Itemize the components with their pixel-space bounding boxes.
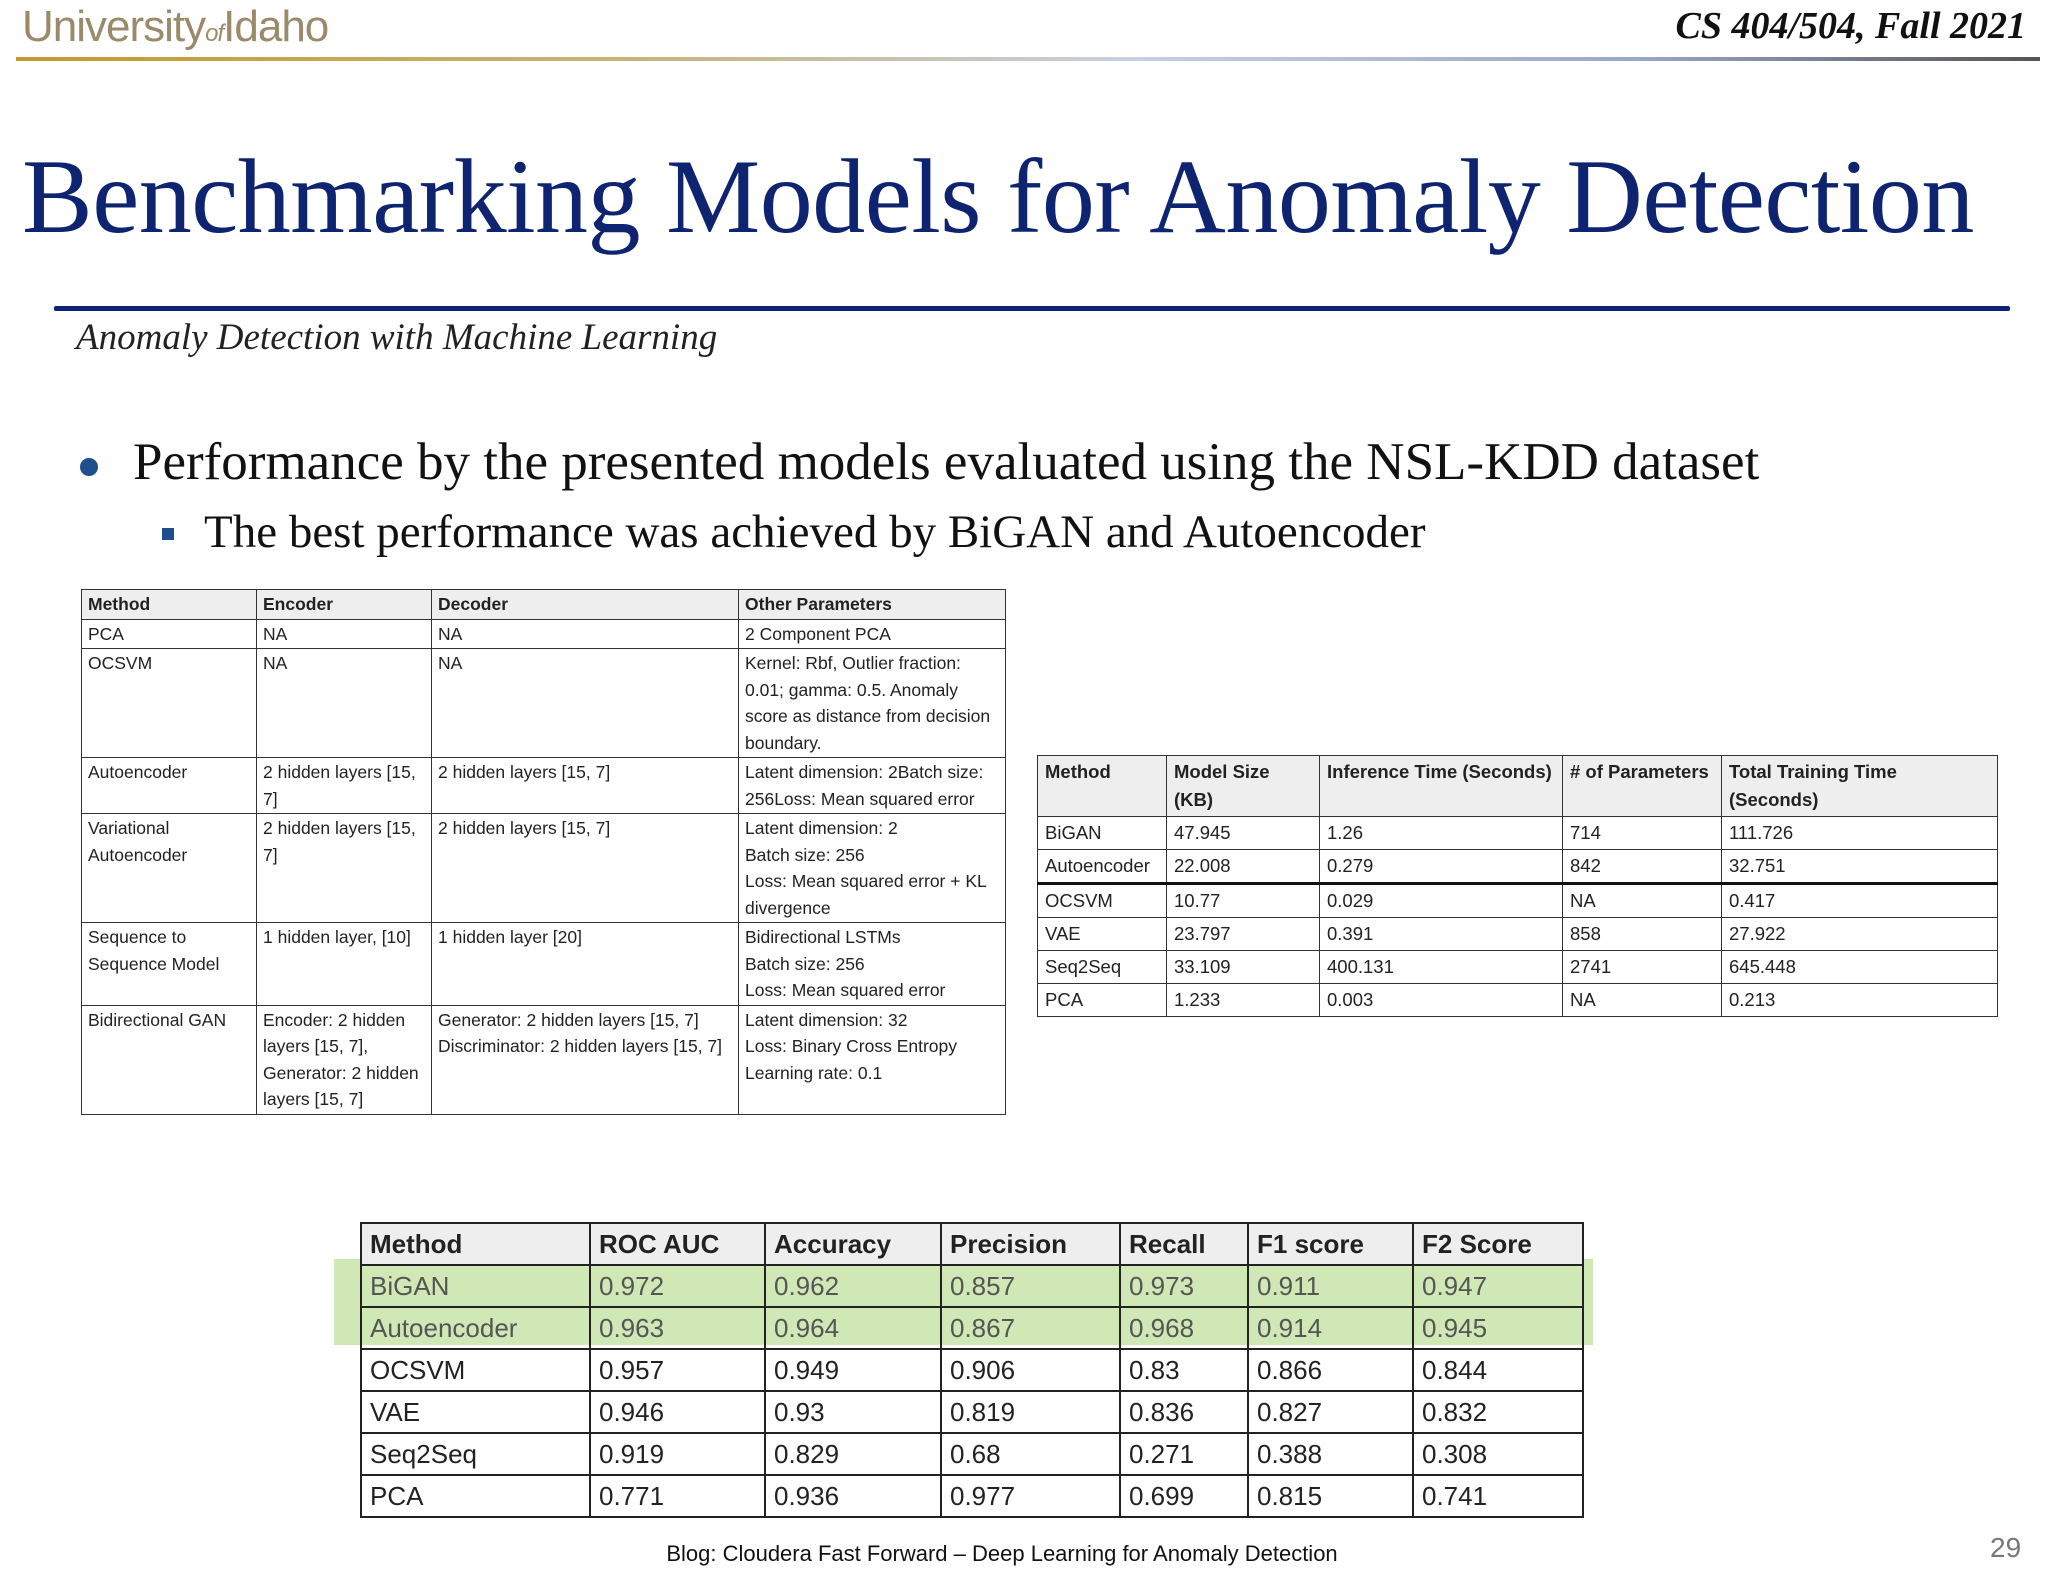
table-cell: 0.947 [1413, 1265, 1583, 1307]
method-cell: VAE [1038, 918, 1167, 951]
table-cell: 0.741 [1413, 1475, 1583, 1517]
method-cell: BiGAN [1038, 817, 1167, 850]
column-header: Inference Time (Seconds) [1320, 756, 1563, 817]
table-cell: 0.213 [1722, 984, 1998, 1017]
table-cell: 714 [1563, 817, 1722, 850]
table-cell: 27.922 [1722, 918, 1998, 951]
table-cell: 0.914 [1248, 1307, 1413, 1349]
table-cell: Generator: 2 hidden layers [15, 7] Discriminator: 2 hidden layers [15, 7] [432, 1005, 739, 1114]
table-cell: 33.109 [1167, 951, 1320, 984]
table-cell: 0.964 [765, 1307, 941, 1349]
model-parameters-table [81, 589, 1006, 1115]
column-header: Precision [941, 1223, 1120, 1265]
title-divider [54, 306, 2010, 311]
table-cell: 0.977 [941, 1475, 1120, 1517]
table-cell: NA [432, 619, 739, 649]
bullet-dot-icon [80, 458, 98, 476]
sub-bullet-point: The best performance was achieved by BiGAN and Autoencoder [204, 506, 1426, 558]
column-header: ROC AUC [590, 1223, 765, 1265]
sub-bullet-square-icon [162, 528, 174, 540]
method-cell: OCSVM [1038, 884, 1167, 918]
table-cell: 47.945 [1167, 817, 1320, 850]
logo-text-of: of [205, 20, 224, 47]
course-label: CS 404/504, Fall 2021 [1675, 5, 2026, 47]
table-cell: 2 hidden layers [15, 7] [432, 814, 739, 923]
table-cell: 0.949 [765, 1349, 941, 1391]
table-row [82, 649, 1006, 758]
bullet-point: Performance by the presented models evaluated using the NSL-KDD dataset [133, 433, 1760, 491]
table-cell: 0.391 [1320, 918, 1563, 951]
table-cell: 0.417 [1722, 884, 1998, 918]
table-cell: 0.968 [1120, 1307, 1248, 1349]
table-cell: 0.911 [1248, 1265, 1413, 1307]
column-header: Method [1038, 756, 1167, 817]
column-header: Recall [1120, 1223, 1248, 1265]
table-cell: 400.131 [1320, 951, 1563, 984]
model-cost-table [1037, 755, 1998, 1017]
slide-subtitle: Anomaly Detection with Machine Learning [76, 317, 718, 358]
method-cell: Sequence to Sequence Model [82, 923, 257, 1006]
table-row [82, 758, 1006, 814]
table-cell: 0.003 [1320, 984, 1563, 1017]
column-header: Decoder [432, 590, 739, 620]
table-cell: 0.699 [1120, 1475, 1248, 1517]
table-row [361, 1475, 1583, 1517]
table-cell: 2 hidden layers [15, 7] [432, 758, 739, 814]
table-cell: 0.867 [941, 1307, 1120, 1349]
table-cell: 0.93 [765, 1391, 941, 1433]
page-number: 29 [1990, 1532, 2022, 1563]
column-header: F2 Score [1413, 1223, 1583, 1265]
table-cell: 1.26 [1320, 817, 1563, 850]
table-cell: 645.448 [1722, 951, 1998, 984]
method-cell: Autoencoder [361, 1307, 590, 1349]
table-cell: Latent dimension: 2Batch size: 256Loss: Mean squared error [739, 758, 1006, 814]
table-row [361, 1307, 1583, 1349]
table-cell: 10.77 [1167, 884, 1320, 918]
table-cell: 1 hidden layer, [10] [257, 923, 432, 1006]
column-header: Method [82, 590, 257, 620]
table-cell: 0.388 [1248, 1433, 1413, 1475]
method-cell: Variational Autoencoder [82, 814, 257, 923]
table-row [1038, 951, 1998, 984]
table-cell: Latent dimension: 32 Loss: Binary Cross Entropy Learning rate: 0.1 [739, 1005, 1006, 1114]
table-cell: 0.973 [1120, 1265, 1248, 1307]
table-cell: 22.008 [1167, 850, 1320, 884]
table-row [361, 1391, 1583, 1433]
table-cell: 2 Component PCA [739, 619, 1006, 649]
column-header: Method [361, 1223, 590, 1265]
table-row [1038, 918, 1998, 951]
table-cell: 0.963 [590, 1307, 765, 1349]
university-logo [22, 2, 328, 52]
table-cell: 0.829 [765, 1433, 941, 1475]
table-cell: NA [257, 649, 432, 758]
table-cell: NA [1563, 984, 1722, 1017]
source-citation: Blog: Cloudera Fast Forward – Deep Learning for Anomaly Detection [666, 1541, 1338, 1566]
table-row [1038, 850, 1998, 884]
table-cell: 0.957 [590, 1349, 765, 1391]
method-cell: Seq2Seq [1038, 951, 1167, 984]
table-row [1038, 817, 1998, 850]
table-cell: 0.945 [1413, 1307, 1583, 1349]
table-row [361, 1265, 1583, 1307]
table-cell: 2 hidden layers [15, 7] [257, 814, 432, 923]
table-cell: NA [257, 619, 432, 649]
table-cell: 858 [1563, 918, 1722, 951]
table-cell: Latent dimension: 2 Batch size: 256 Loss: Mean squared error + KL divergence [739, 814, 1006, 923]
table-cell: Kernel: Rbf, Outlier fraction: 0.01; gamma: 0.5. Anomaly score as distance from decision boundary. [739, 649, 1006, 758]
table-cell: 0.972 [590, 1265, 765, 1307]
table-cell: NA [1563, 884, 1722, 918]
table-cell: 0.844 [1413, 1349, 1583, 1391]
method-cell: Autoencoder [82, 758, 257, 814]
table-row [82, 1005, 1006, 1114]
table-cell: 0.919 [590, 1433, 765, 1475]
method-cell: PCA [361, 1475, 590, 1517]
table-cell: 23.797 [1167, 918, 1320, 951]
table-cell: 0.857 [941, 1265, 1120, 1307]
table-cell: 0.906 [941, 1349, 1120, 1391]
table-row [82, 923, 1006, 1006]
column-header: Total Training Time (Seconds) [1722, 756, 1998, 817]
table-cell: Encoder: 2 hidden layers [15, 7], Generator: 2 hidden layers [15, 7] [257, 1005, 432, 1114]
method-cell: VAE [361, 1391, 590, 1433]
table-cell: 0.279 [1320, 850, 1563, 884]
table-cell: 0.308 [1413, 1433, 1583, 1475]
table-cell: 0.836 [1120, 1391, 1248, 1433]
column-header: Accuracy [765, 1223, 941, 1265]
table-cell: NA [432, 649, 739, 758]
method-cell: Bidirectional GAN [82, 1005, 257, 1114]
method-cell: PCA [1038, 984, 1167, 1017]
table-cell: 0.827 [1248, 1391, 1413, 1433]
table-row [361, 1349, 1583, 1391]
table-header-row [82, 590, 1006, 620]
table-cell: 0.83 [1120, 1349, 1248, 1391]
table-header-row [1038, 756, 1998, 817]
table-cell: 0.029 [1320, 884, 1563, 918]
table-cell: 842 [1563, 850, 1722, 884]
table-cell: 2741 [1563, 951, 1722, 984]
performance-metrics-table [360, 1222, 1584, 1518]
method-cell: BiGAN [361, 1265, 590, 1307]
header-divider [16, 57, 2040, 61]
column-header: Other Parameters [739, 590, 1006, 620]
table-cell: 1.233 [1167, 984, 1320, 1017]
table-row [82, 814, 1006, 923]
table-header-row [361, 1223, 1583, 1265]
table-cell: 0.962 [765, 1265, 941, 1307]
method-cell: PCA [82, 619, 257, 649]
logo-text-university: University [22, 2, 206, 51]
table-cell: 32.751 [1722, 850, 1998, 884]
method-cell: OCSVM [361, 1349, 590, 1391]
slide-title: Benchmarking Models for Anomaly Detection [22, 138, 1974, 255]
table-cell: 1 hidden layer [20] [432, 923, 739, 1006]
method-cell: OCSVM [82, 649, 257, 758]
table-cell: 0.68 [941, 1433, 1120, 1475]
table-cell: 0.819 [941, 1391, 1120, 1433]
table-cell: 0.946 [590, 1391, 765, 1433]
logo-text-idaho: Idaho [223, 2, 329, 51]
table-cell: 0.271 [1120, 1433, 1248, 1475]
table-row [1038, 984, 1998, 1017]
column-header: F1 score [1248, 1223, 1413, 1265]
table-cell: 0.936 [765, 1475, 941, 1517]
method-cell: Seq2Seq [361, 1433, 590, 1475]
table-cell: 0.866 [1248, 1349, 1413, 1391]
table-cell: 0.832 [1413, 1391, 1583, 1433]
column-header: Model Size (KB) [1167, 756, 1320, 817]
table-cell: 0.815 [1248, 1475, 1413, 1517]
column-header: # of Parameters [1563, 756, 1722, 817]
column-header: Encoder [257, 590, 432, 620]
table-cell: 111.726 [1722, 817, 1998, 850]
table-row [82, 619, 1006, 649]
method-cell: Autoencoder [1038, 850, 1167, 884]
table-cell: 2 hidden layers [15, 7] [257, 758, 432, 814]
table-row [1038, 884, 1998, 918]
table-cell: Bidirectional LSTMs Batch size: 256 Loss: Mean squared error [739, 923, 1006, 1006]
table-row [361, 1433, 1583, 1475]
table-cell: 0.771 [590, 1475, 765, 1517]
